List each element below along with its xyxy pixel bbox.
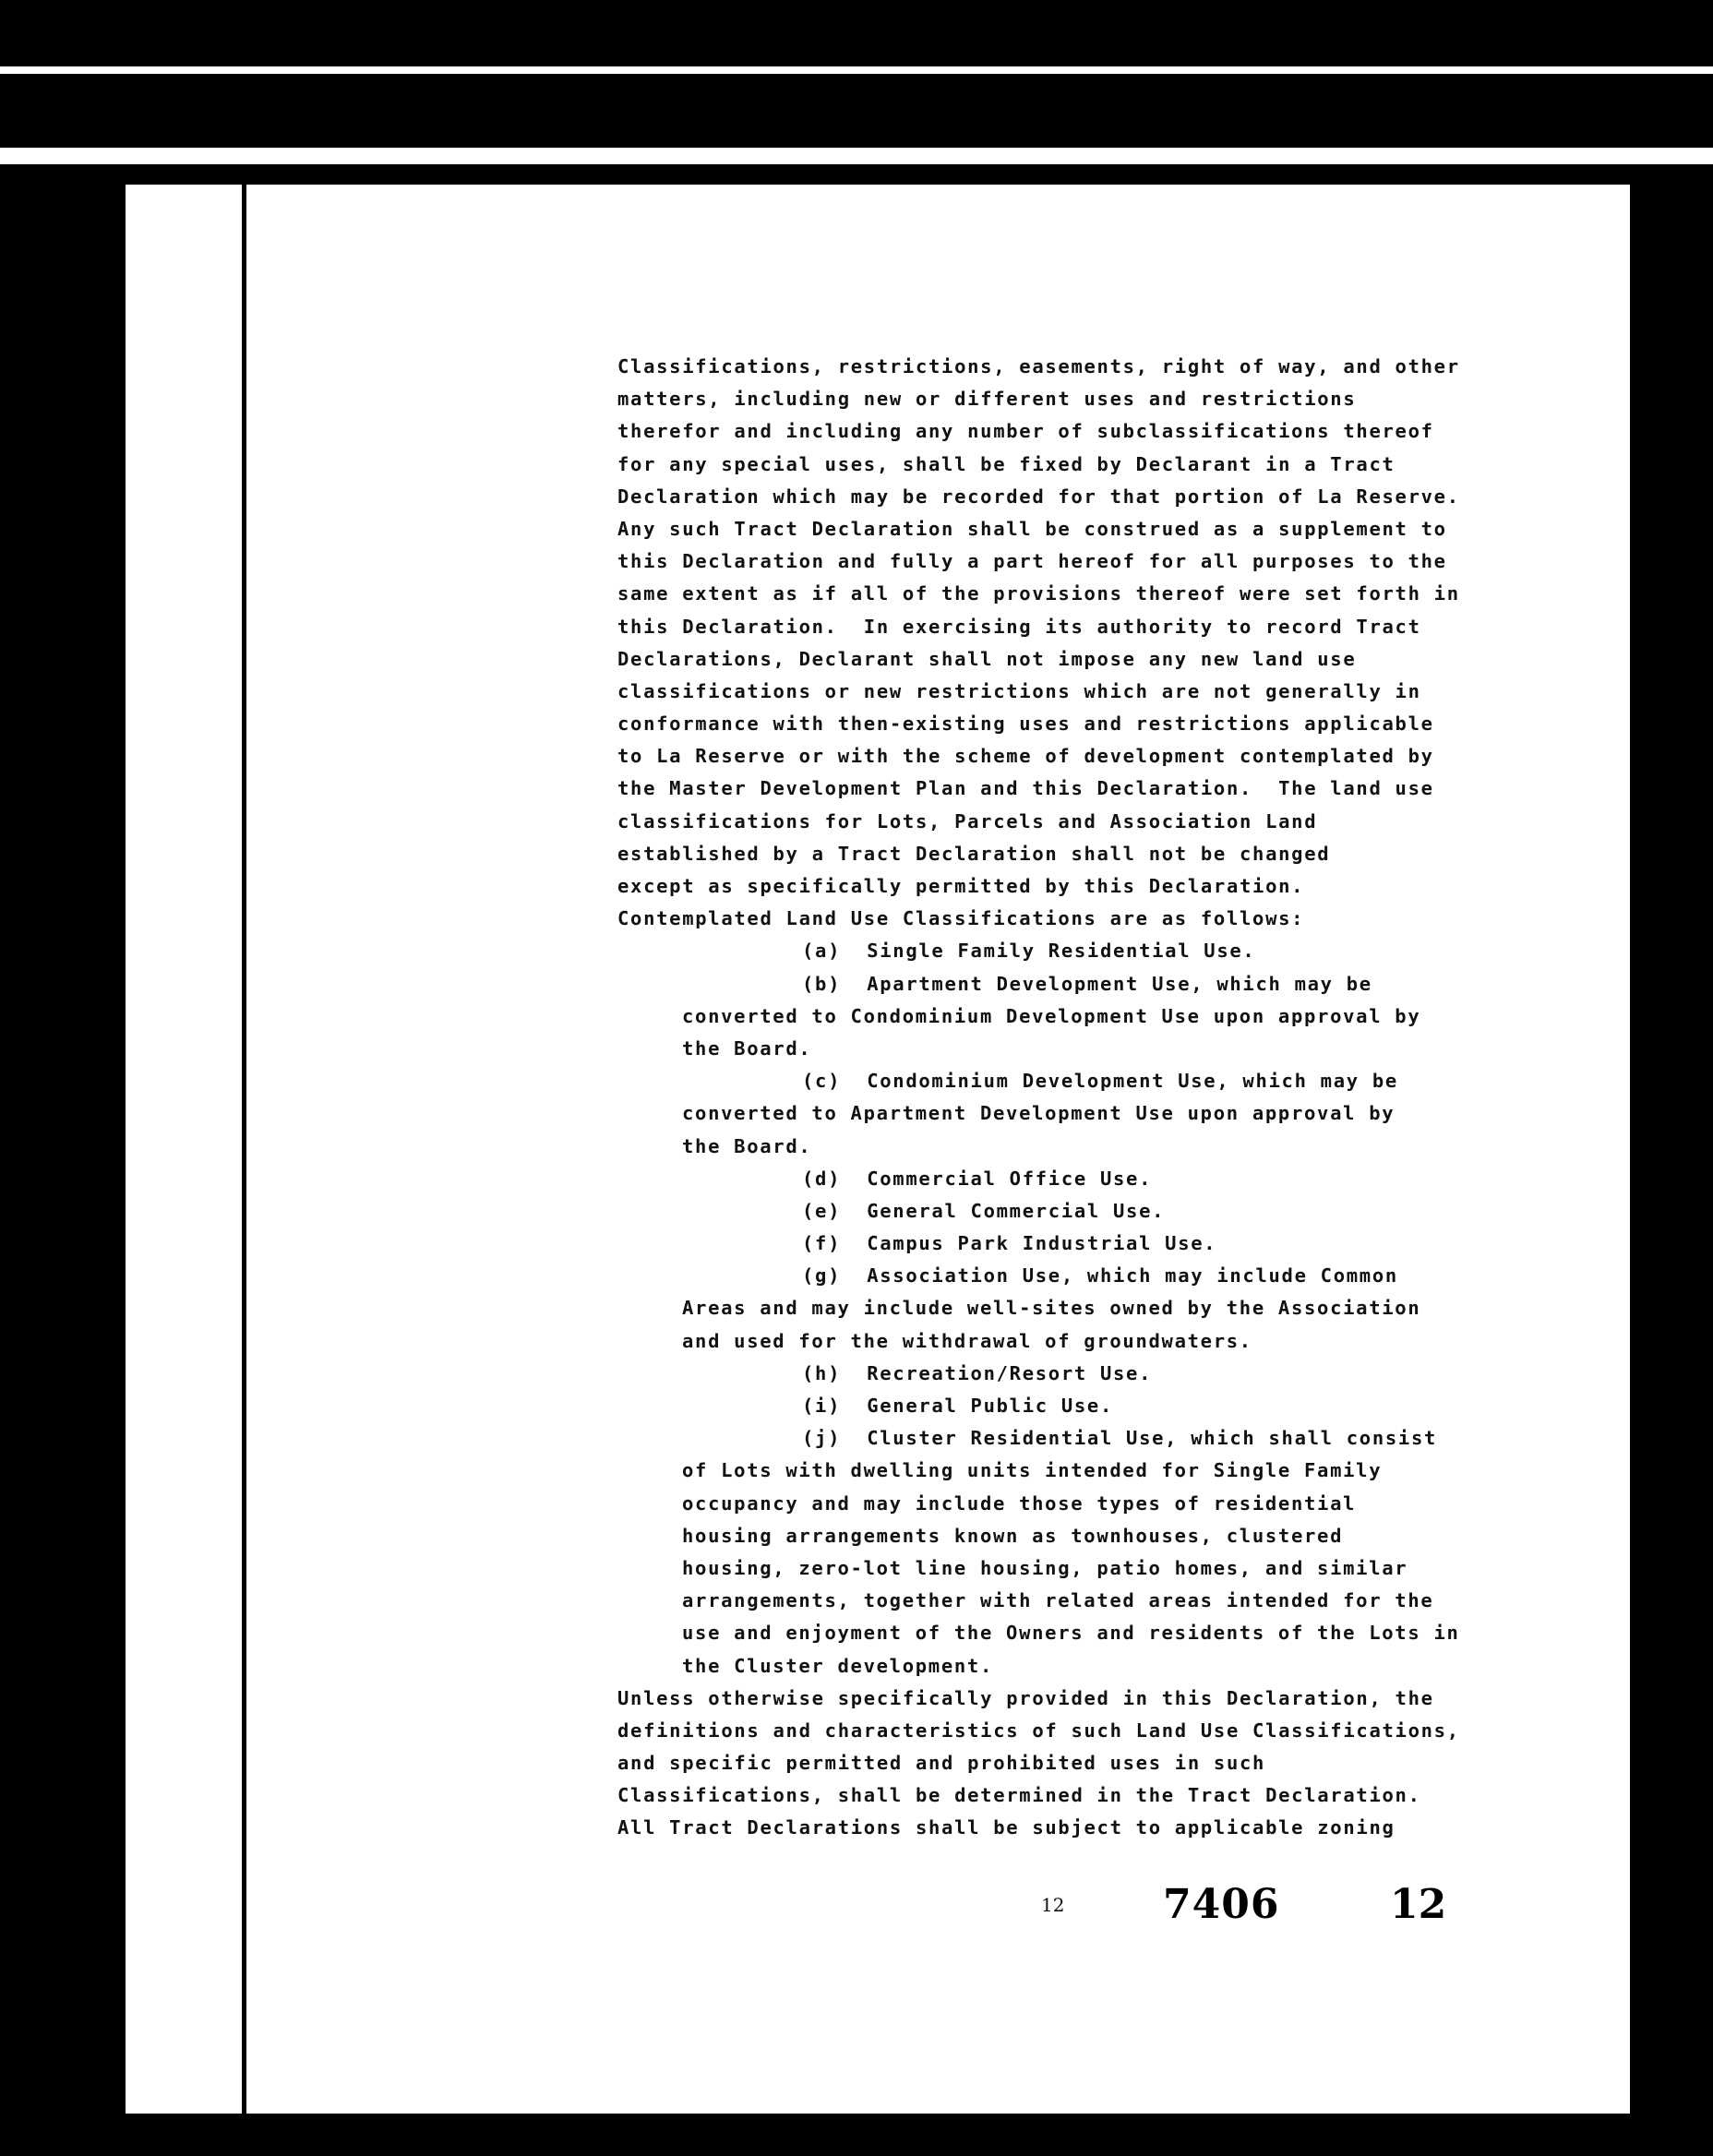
classification-item-continuation: and used for the withdrawal of groundwaters. xyxy=(682,1329,1252,1352)
classification-item: (d) Commercial Office Use. xyxy=(802,1167,1153,1190)
classification-item: (j) Cluster Residential Use, which shall consist xyxy=(802,1427,1438,1450)
body-line: Declaration which may be recorded for that portion of La Reserve. xyxy=(617,485,1460,508)
classification-item-continuation: the Cluster development. xyxy=(682,1654,994,1677)
classification-item: (i) General Public Use. xyxy=(802,1395,1114,1417)
body-line: this Declaration and fully a part hereof for all purposes to the xyxy=(617,550,1447,573)
closing-line: Classifications, shall be determined in the Tract Declaration. xyxy=(617,1784,1421,1807)
classification-item-continuation: the Board. xyxy=(682,1134,812,1157)
body-line: classifications or new restrictions which are not generally in xyxy=(617,679,1421,702)
closing-line: All Tract Declarations shall be subject to applicable zoning xyxy=(617,1816,1396,1839)
footer-small-page-number: 12 xyxy=(1041,1894,1065,1916)
body-line: Classifications, restrictions, easements, right of way, and other xyxy=(617,355,1460,377)
classification-item-continuation: housing, zero-lot line housing, patio homes, and similar xyxy=(682,1556,1408,1579)
classification-item-continuation: occupancy and may include those types of residential xyxy=(682,1491,1357,1515)
classification-item: (f) Campus Park Industrial Use. xyxy=(802,1232,1217,1255)
body-line: conformance with then-existing uses and restrictions applicable xyxy=(617,713,1434,736)
body-line: to La Reserve or with the scheme of development contemplated by xyxy=(617,745,1434,768)
closing-line: Unless otherwise specifically provided in this Declaration, the xyxy=(617,1686,1434,1709)
classification-item-continuation: use and enjoyment of the Owners and residents of the Lots in xyxy=(682,1622,1460,1645)
document-body xyxy=(617,351,1614,1845)
classification-item-continuation: converted to Apartment Development Use upon approval by xyxy=(682,1102,1396,1125)
classification-item: (e) General Commercial Use. xyxy=(802,1199,1166,1222)
body-line: classifications for Lots, Parcels and Association Land xyxy=(617,809,1318,832)
classification-item-continuation: converted to Condominium Development Use upon approval by xyxy=(682,1004,1421,1027)
body-line: Declarations, Declarant shall not impose any new land use xyxy=(617,647,1357,670)
classification-item: (b) Apartment Development Use, which may be xyxy=(802,972,1372,995)
classification-item-continuation: arrangements, together with related areas intended for the xyxy=(682,1589,1434,1612)
classification-item-continuation: of Lots with dwelling units intended for Single Family xyxy=(682,1459,1383,1482)
classification-item: (a) Single Family Residential Use. xyxy=(802,940,1256,963)
footer-page-number: 12 xyxy=(1390,1881,1447,1928)
margin-rule xyxy=(242,185,246,2114)
body-line: except as specifically permitted by this Declaration. xyxy=(617,875,1305,897)
classification-item-continuation: housing arrangements known as townhouses, clustered xyxy=(682,1524,1344,1547)
document-page xyxy=(126,185,1630,2114)
classification-item-continuation: the Board. xyxy=(682,1036,812,1060)
body-line: for any special uses, shall be fixed by Declarant in a Tract xyxy=(617,452,1396,475)
body-line: Contemplated Land Use Classifications are as follows: xyxy=(617,907,1305,930)
closing-line: and specific permitted and prohibited uses in such xyxy=(617,1752,1266,1775)
footer-record-number: 7406 xyxy=(1163,1881,1280,1928)
closing-line: definitions and characteristics of such Land Use Classifications, xyxy=(617,1719,1460,1742)
classification-item-continuation: Areas and may include well-sites owned by the Association xyxy=(682,1297,1421,1320)
classification-item: (c) Condominium Development Use, which may be xyxy=(802,1070,1398,1093)
body-line: same extent as if all of the provisions thereof were set forth in xyxy=(617,582,1460,605)
classification-item: (g) Association Use, which may include Common xyxy=(802,1264,1398,1288)
scan-border-strip xyxy=(0,148,1713,164)
classification-item: (h) Recreation/Resort Use. xyxy=(802,1361,1153,1384)
body-line: Any such Tract Declaration shall be construed as a supplement to xyxy=(617,517,1447,540)
body-line: therefor and including any number of subclassifications thereof xyxy=(617,420,1434,443)
body-line: this Declaration. In exercising its authority to record Tract xyxy=(617,615,1421,638)
body-line: matters, including new or different uses and restrictions xyxy=(617,388,1357,411)
scan-border-top xyxy=(0,66,1713,74)
body-line: established by a Tract Declaration shall not be changed xyxy=(617,842,1331,865)
body-line: the Master Development Plan and this Declaration. The land use xyxy=(617,777,1434,800)
